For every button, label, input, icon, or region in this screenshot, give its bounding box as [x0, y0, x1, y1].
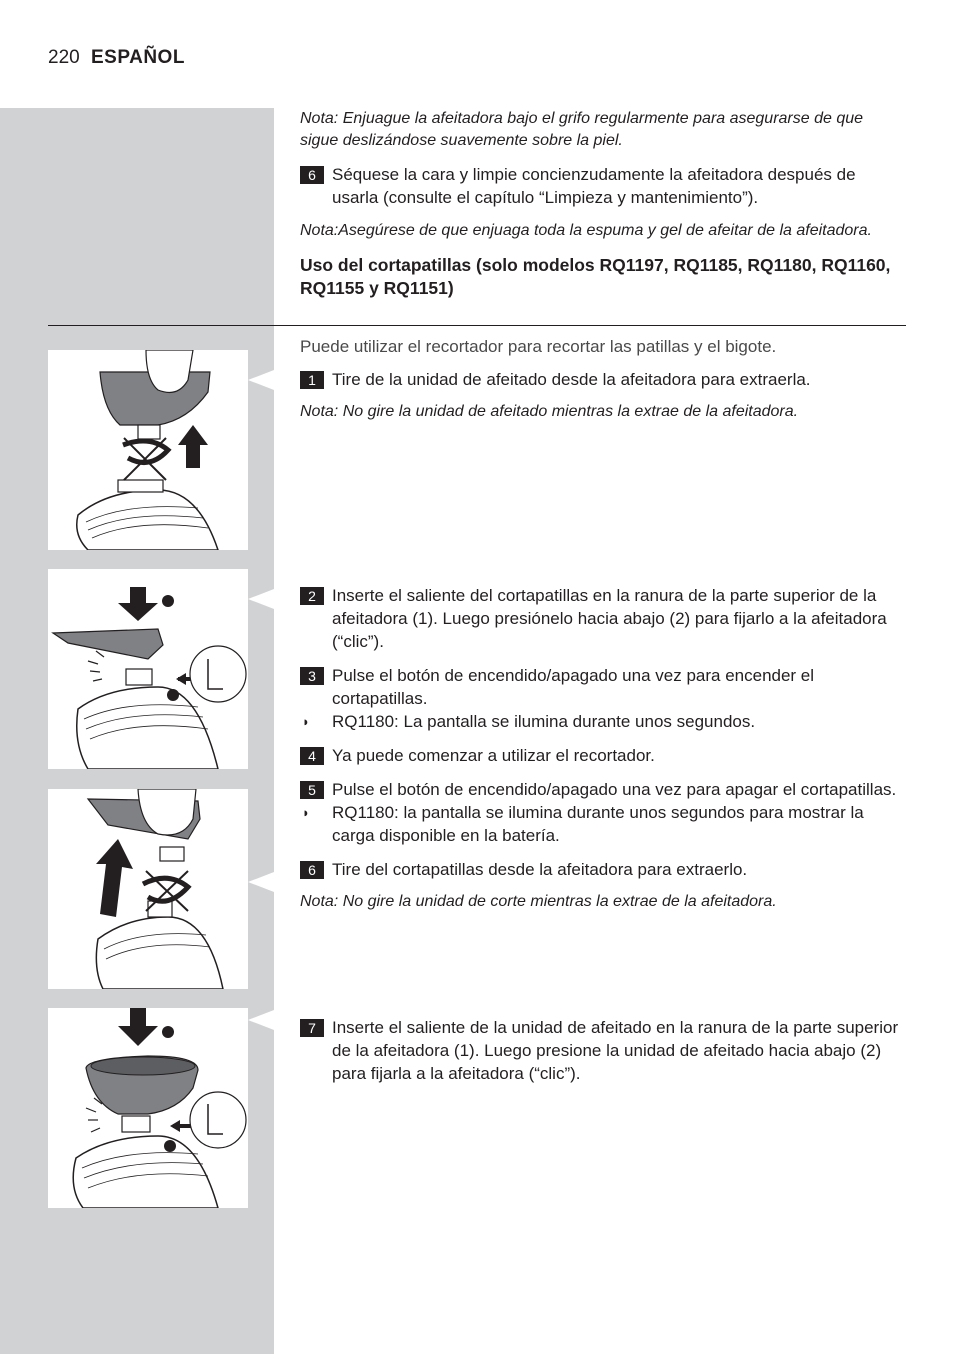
illustration-remove-trimmer	[48, 789, 248, 989]
step-3	[300, 664, 900, 710]
section-divider	[48, 325, 906, 326]
step-text: Séquese la cara y limpie concienzudamente la afeitadora después de usarla (consulte el capítulo “Limpieza y mantenimiento”).	[332, 165, 856, 207]
step-number: 1	[300, 371, 324, 389]
pointer-triangle	[248, 1010, 274, 1030]
step7-block	[300, 1016, 900, 1085]
step-1	[300, 368, 900, 391]
step-text: Pulse el botón de encendido/apagado una vez para encender el cortapatillas.	[332, 666, 815, 708]
note-no-twist-cutter: Nota: No gire la unidad de corte mientras la extrae de la afeitadora.	[300, 893, 777, 910]
step-2	[300, 584, 900, 653]
step-number: 5	[300, 781, 324, 799]
step-number: 2	[300, 587, 324, 605]
shaver-attach-trimmer-drawing	[48, 569, 248, 769]
language-title: ESPAÑOL	[90, 47, 185, 68]
illustration-remove-head	[48, 350, 248, 550]
bullet-mark: ◗	[302, 714, 310, 729]
pointer-triangle	[248, 370, 274, 390]
step-7	[300, 1016, 900, 1085]
bullet-display-1	[300, 710, 900, 733]
note-foam: Nota:Asegúrese de que enjuaga toda la espuma y gel de afeitar de la afeitadora.	[300, 222, 872, 239]
step-text: Inserte el saliente del cortapatillas en la ranura de la parte superior de la afeitadora (1). Luego presiónelo hacia abajo (2) para fijarlo a la afeitadora (“clic”).	[332, 586, 887, 651]
bullet-text: RQ1180: la pantalla se ilumina durante unos segundos para mostrar la carga disponible en la batería.	[332, 803, 864, 845]
step-text: Tire del cortapatillas desde la afeitadora para extraerlo.	[332, 860, 748, 879]
page-number: 220	[48, 47, 80, 68]
note-rinse: Nota: Enjuague la afeitadora bajo el grifo regularmente para asegurarse de que sigue deslizándose suavemente sobre la piel.	[300, 110, 864, 149]
bullet-display-2	[300, 801, 900, 847]
section-heading: Uso del cortapatillas (solo modelos RQ1197, RQ1185, RQ1180, RQ1160, RQ1155 y RQ1151)	[300, 255, 891, 298]
step-4	[300, 744, 900, 767]
step-number: 7	[300, 1019, 324, 1037]
bullet-mark: ◗	[302, 805, 310, 820]
step-number: 4	[300, 747, 324, 765]
shaver-remove-trimmer-drawing	[48, 789, 248, 989]
step1-block	[300, 335, 900, 423]
step-number: 3	[300, 667, 324, 685]
step-text: Ya puede comenzar a utilizar el recortador.	[332, 746, 655, 765]
step-text: Tire de la unidad de afeitado desde la afeitadora para extraerla.	[332, 370, 811, 389]
note-no-twist: Nota: No gire la unidad de afeitado mientras la extrae de la afeitadora.	[300, 403, 799, 420]
intro-text: Puede utilizar el recortador para recortar las patillas y el bigote.	[300, 337, 777, 356]
step-number: 6	[300, 166, 324, 184]
illustration-attach-head	[48, 1008, 248, 1208]
step-6-remove	[300, 858, 900, 881]
bullet-text: RQ1180: La pantalla se ilumina durante unos segundos.	[332, 712, 756, 731]
step-number: 6	[300, 861, 324, 879]
top-content	[300, 108, 900, 300]
page-header	[48, 47, 185, 69]
pointer-triangle	[248, 872, 274, 892]
illustration-attach-trimmer	[48, 569, 248, 769]
step-text: Pulse el botón de encendido/apagado una vez para apagar el cortapatillas.	[332, 780, 897, 799]
shaver-remove-head-drawing	[48, 350, 248, 550]
step-5	[300, 778, 900, 801]
shaver-attach-head-drawing	[48, 1008, 248, 1208]
steps-2-6-block	[300, 584, 900, 913]
step-6-dry	[300, 163, 900, 209]
pointer-triangle	[248, 589, 274, 609]
step-text: Inserte el saliente de la unidad de afeitado en la ranura de la parte superior de la afeitadora (1). Luego presione la unidad de afeitado hacia abajo (2) para fijarla a la afeitadora (“clic”).	[332, 1018, 899, 1083]
